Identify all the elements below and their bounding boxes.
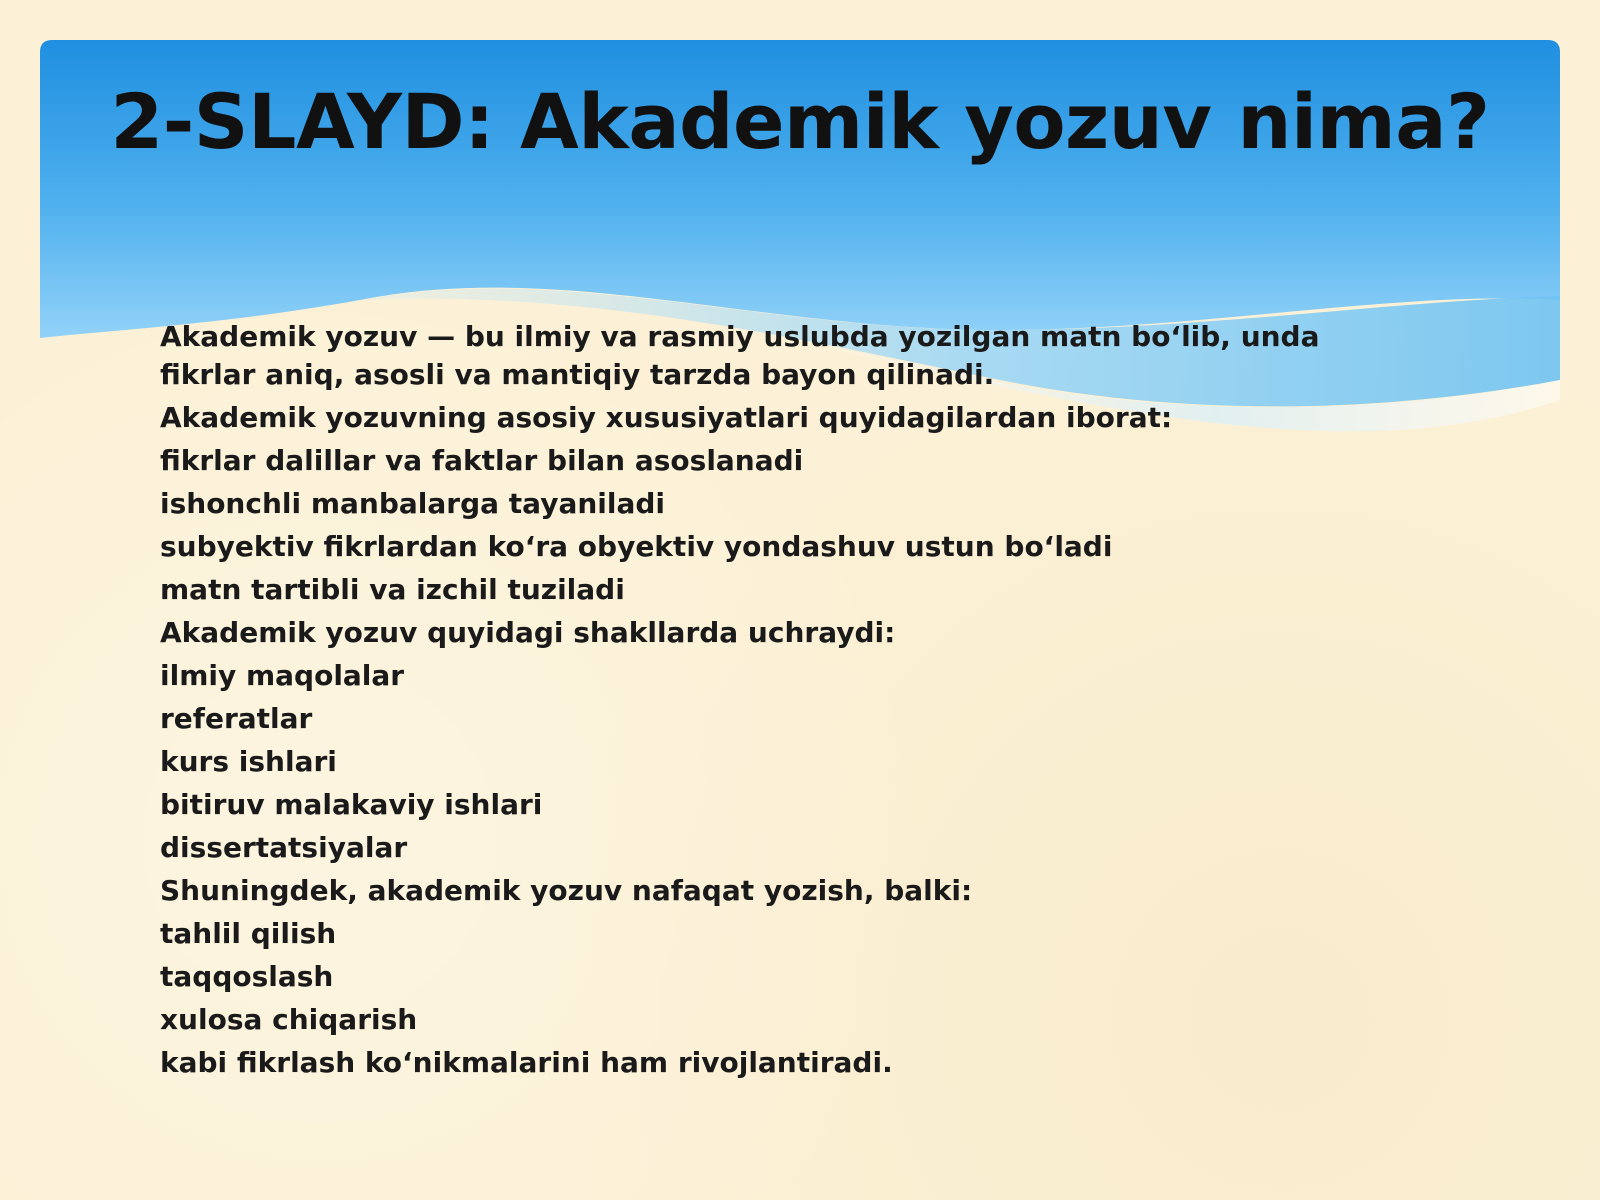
list-item: Akademik yozuv — bu ilmiy va rasmiy uslubda yozilgan matn bo‘lib, unda fikrlar aniq, asosli va mantiqiy tarzda bayon qilinadi. <box>160 320 1320 391</box>
list-item: fikrlar dalillar va faktlar bilan asoslanadi <box>160 444 804 477</box>
list-item: Shuningdek, akademik yozuv nafaqat yozish, balki: <box>160 874 973 907</box>
list-item: matn tartibli va izchil tuziladi <box>160 573 625 606</box>
list-item: kurs ishlari <box>160 745 337 778</box>
list-item: subyektiv fikrlardan ko‘ra obyektiv yondashuv ustun bo‘ladi <box>160 530 1113 563</box>
slide-title: 2-SLAYD: Akademik yozuv nima? <box>110 77 1490 166</box>
list-item: ishonchli manbalarga tayaniladi <box>160 487 665 520</box>
list-item: dissertatsiyalar <box>160 831 408 864</box>
list-item: Akademik yozuv quyidagi shakllarda uchraydi: <box>160 616 896 649</box>
list-item: xulosa chiqarish <box>160 1003 418 1036</box>
list-item: ilmiy maqolalar <box>160 659 405 692</box>
list-item: taqqoslash <box>160 960 334 993</box>
list-item: tahlil qilish <box>160 917 337 950</box>
list-item: Akademik yozuvning asosiy xususiyatlari quyidagilardan iborat: <box>160 401 1173 434</box>
list-item: kabi fikrlash ko‘nikmalarini ham rivojlantiradi. <box>160 1046 893 1079</box>
list-item: bitiruv malakaviy ishlari <box>160 788 543 821</box>
slide-content-list <box>160 318 1420 1087</box>
list-item: referatlar <box>160 702 313 735</box>
